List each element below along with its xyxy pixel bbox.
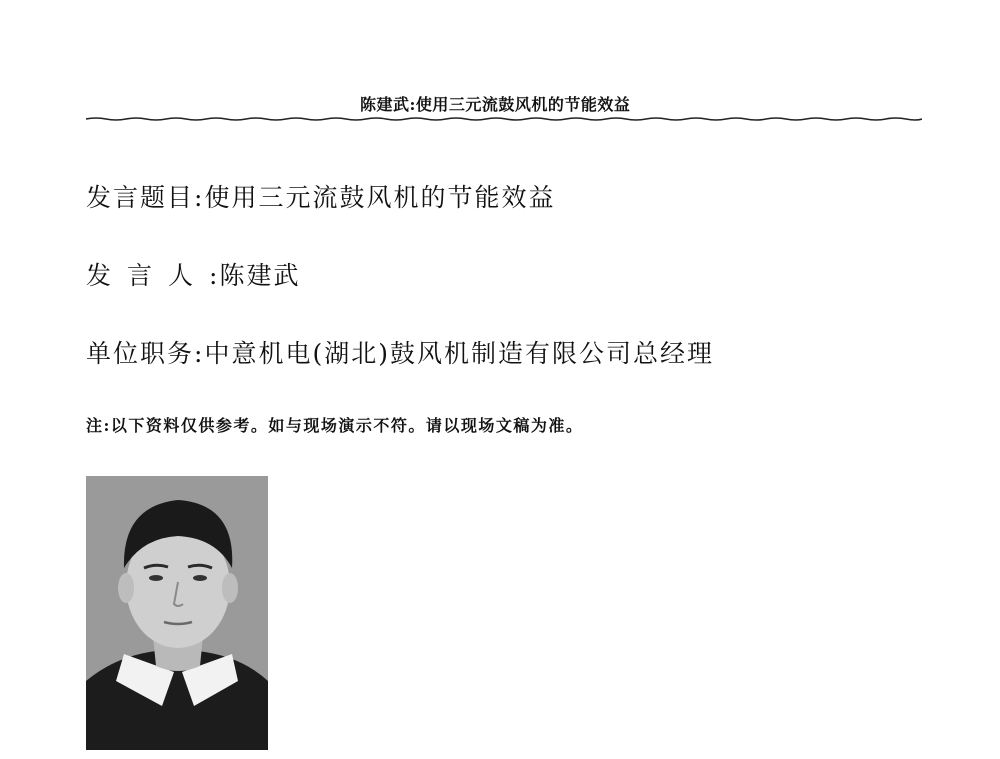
- topic-line: [86, 178, 555, 214]
- topic-value: 使用三元流鼓风机的节能效益: [204, 183, 556, 212]
- topic-label: 发言题目: [86, 183, 195, 212]
- position-value: 中意机电(湖北)鼓风机制造有限公司总经理: [204, 339, 714, 368]
- speaker-separator: :: [209, 261, 220, 290]
- speaker-photo: [86, 476, 268, 750]
- position-label: 单位职务: [86, 339, 195, 368]
- header-rule: [86, 114, 922, 124]
- speaker-line: [86, 256, 300, 292]
- position-line: [86, 334, 714, 370]
- speaker-value: 陈建武: [219, 261, 301, 290]
- portrait-illustration: [86, 476, 268, 750]
- speaker-label: 发言人: [86, 261, 210, 290]
- position-separator: :: [194, 339, 205, 368]
- running-header: 陈建武:使用三元流鼓风机的节能效益: [360, 95, 631, 114]
- disclaimer-note: 注:以下资料仅供参考。如与现场演示不符。请以现场文稿为准。: [86, 416, 584, 435]
- topic-separator: :: [194, 183, 205, 212]
